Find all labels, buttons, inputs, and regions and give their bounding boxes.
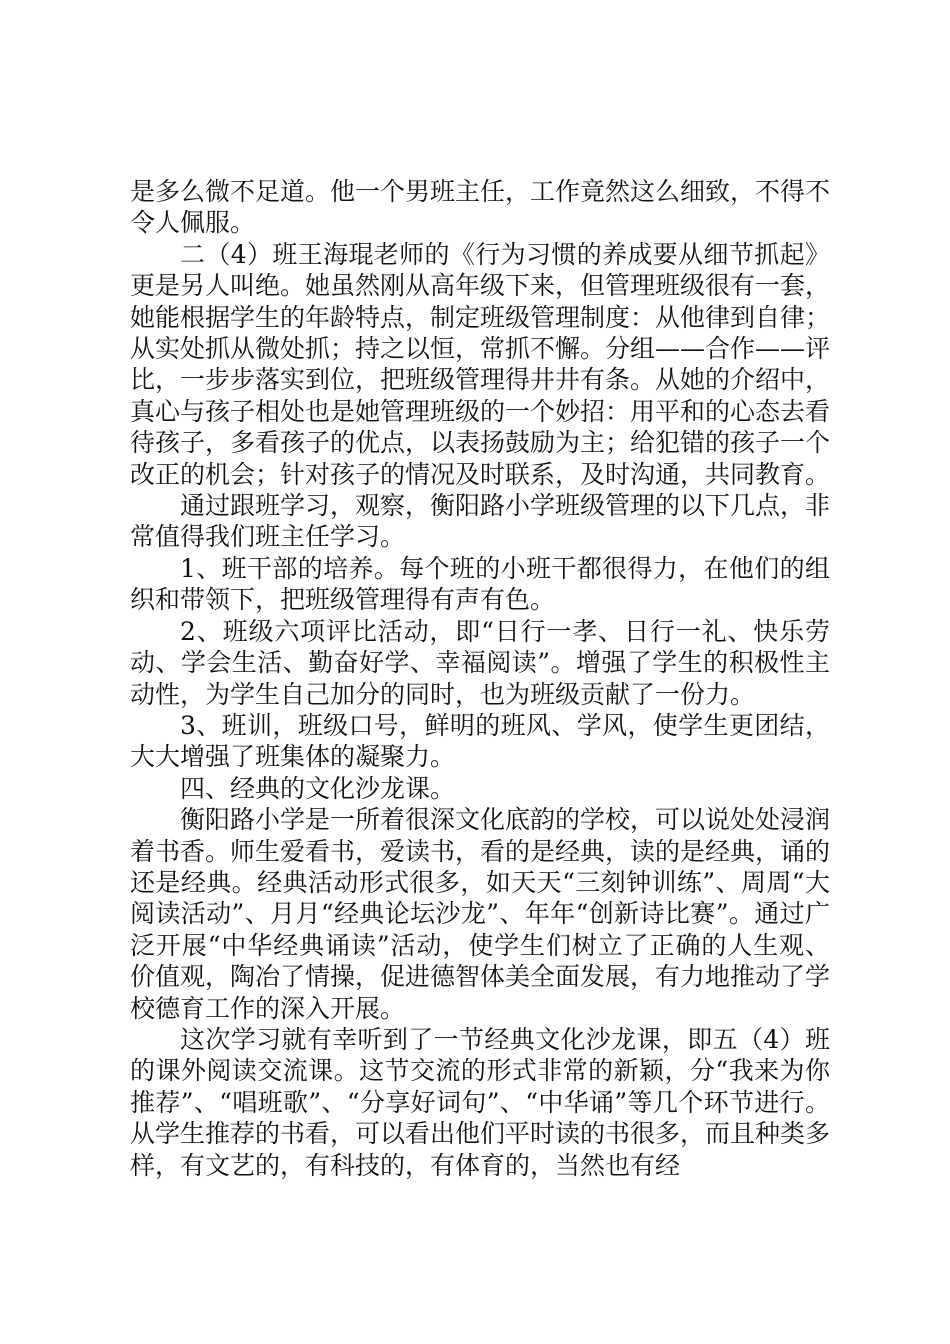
document-body [130, 176, 830, 1181]
paragraph-8: 衡阳路小学是一所着很深文化底韵的学校，可以说处处浸润着书香。师生爱看书，爱读书，看的是经典，读的是经典，诵的还是经典。经典活动形式很多，如天天“三刻钟训练”、周周“大阅读活动”、月月“经典论坛沙龙”、年年“创新诗比赛”。通过广泛开展“中华经典诵读”活动，使学生们树立了正确的人生观、价值观，陶冶了情操，促进德智体美全面发展，有力地推动了学校德育工作的深入开展。 [130, 805, 831, 1023]
paragraph-3: 通过跟班学习，观察，衡阳路小学班级管理的以下几点，非常值得我们班主任学习。 [130, 491, 831, 552]
paragraph-5: 2、班级六项评比活动，即“日行一孝、日行一礼、快乐劳动、学会生活、勤奋好学、幸福阅读”。增强了学生的积极性主动性，为学生自己加分的同时，也为班级贡献了一份力。 [130, 616, 830, 709]
paragraph-6: 3、班训，班级口号，鲜明的班风、学风，使学生更团结，大大增强了班集体的凝聚力。 [130, 710, 830, 772]
section-heading-4: 四、经典的文化沙龙课。 [180, 773, 456, 803]
paragraph-1: 是多么微不足道。他一个男班主任，工作竟然这么细致，不得不令人佩服。 [130, 177, 831, 238]
paragraph-4: 1、班干部的培养。每个班的小班干都很得力，在他们的组织和带领下，把班级管理得有声有色。 [130, 553, 830, 615]
paragraph-9: 这次学习就有幸听到了一节经典文化沙龙课，即五（4）班的课外阅读交流课。这节交流的形式非常的新颖，分“我来为你推荐”、“唱班歌”、“分享好词句”、“中华诵”等几个环节进行。从学生推荐的书看，可以看出他们平时读的书很多，而且种类多样，有文艺的，有科技的，有体育的，当然也有经 [130, 1024, 831, 1180]
paragraph-2: 二（4）班王海琨老师的《行为习惯的养成要从细节抓起》更是另人叫绝。她虽然刚从高年级下来，但管理班级很有一套，她能根据学生的年龄特点，制定班级管理制度：从他律到自律；从实处抓从微处抓；持之以恒，常抓不懈。分组——合作——评比，一步步落实到位，把班级管理得井井有条。从她的介绍中，真心与孩子相处也是她管理班级的一个妙招：用平和的心态去看待孩子，多看孩子的优点，以表扬鼓励为主；给犯错的孩子一个改正的机会；针对孩子的情况及时联系，及时沟通，共同教育。 [130, 239, 831, 489]
